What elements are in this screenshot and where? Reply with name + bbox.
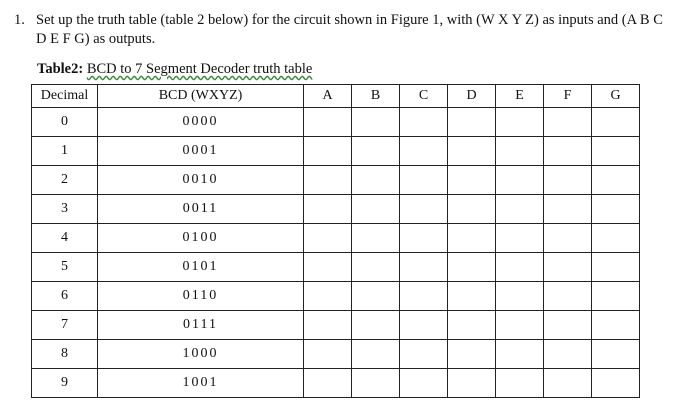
bcd-cell xyxy=(98,224,304,253)
output-cell-e xyxy=(496,166,544,195)
output-cell-g xyxy=(592,253,640,282)
output-cell-a xyxy=(304,253,352,282)
output-cell-c xyxy=(400,311,448,340)
output-cell-g xyxy=(592,369,640,398)
bcd-cell xyxy=(98,340,304,369)
bcd-cell xyxy=(98,166,304,195)
output-cell-a xyxy=(304,166,352,195)
output-cell-b xyxy=(352,166,400,195)
table-row xyxy=(32,369,640,398)
output-cell-a xyxy=(304,369,352,398)
output-cell-d xyxy=(448,108,496,137)
bcd-cell xyxy=(98,137,304,166)
bcd-value: 1001 xyxy=(182,375,219,390)
output-cell-b xyxy=(352,369,400,398)
truth-table-body xyxy=(32,108,640,398)
bcd-cell xyxy=(98,369,304,398)
output-cell-a xyxy=(304,224,352,253)
table-row xyxy=(32,108,640,137)
output-cell-b xyxy=(352,253,400,282)
output-cell-b xyxy=(352,224,400,253)
output-cell-f xyxy=(544,195,592,224)
output-cell-f xyxy=(544,166,592,195)
decimal-cell: 9 xyxy=(32,369,98,398)
output-cell-c xyxy=(400,195,448,224)
header-c: C xyxy=(400,85,448,108)
bcd-cell xyxy=(98,108,304,137)
output-cell-g xyxy=(592,137,640,166)
truth-table xyxy=(31,84,640,398)
bcd-value: 0000 xyxy=(182,114,219,129)
table-row xyxy=(32,340,640,369)
output-cell-d xyxy=(448,369,496,398)
output-cell-d xyxy=(448,311,496,340)
output-cell-a xyxy=(304,195,352,224)
table-caption xyxy=(37,60,312,78)
bcd-cell xyxy=(98,195,304,224)
output-cell-f xyxy=(544,253,592,282)
question-text: Set up the truth table (table 2 below) for the circuit shown in Figure 1, with (W X Y Z) as inputs and (A B C D E F G) as outputs. xyxy=(36,12,663,47)
table-row xyxy=(32,195,640,224)
output-cell-a xyxy=(304,108,352,137)
decimal-cell: 1 xyxy=(32,137,98,166)
output-cell-f xyxy=(544,282,592,311)
question-block xyxy=(14,11,674,49)
output-cell-g xyxy=(592,311,640,340)
output-cell-f xyxy=(544,340,592,369)
output-cell-b xyxy=(352,195,400,224)
header-bcd: BCD (WXYZ) xyxy=(98,85,304,108)
bcd-cell xyxy=(98,253,304,282)
header-e: E xyxy=(496,85,544,108)
output-cell-g xyxy=(592,340,640,369)
output-cell-c xyxy=(400,369,448,398)
bcd-value: 0111 xyxy=(183,317,218,332)
bcd-cell xyxy=(98,282,304,311)
bcd-value: 0011 xyxy=(182,201,219,216)
decimal-cell: 6 xyxy=(32,282,98,311)
output-cell-a xyxy=(304,282,352,311)
output-cell-a xyxy=(304,340,352,369)
output-cell-b xyxy=(352,311,400,340)
decimal-cell: 8 xyxy=(32,340,98,369)
output-cell-b xyxy=(352,340,400,369)
header-f: F xyxy=(544,85,592,108)
output-cell-e xyxy=(496,195,544,224)
output-cell-f xyxy=(544,137,592,166)
output-cell-c xyxy=(400,137,448,166)
output-cell-e xyxy=(496,282,544,311)
table-row xyxy=(32,166,640,195)
decimal-cell: 0 xyxy=(32,108,98,137)
table-row xyxy=(32,311,640,340)
output-cell-c xyxy=(400,253,448,282)
output-cell-c xyxy=(400,224,448,253)
output-cell-b xyxy=(352,282,400,311)
output-cell-d xyxy=(448,340,496,369)
decimal-cell: 5 xyxy=(32,253,98,282)
output-cell-c xyxy=(400,282,448,311)
header-g: G xyxy=(592,85,640,108)
output-cell-g xyxy=(592,195,640,224)
bcd-value: 0010 xyxy=(182,172,219,187)
bcd-value: 0101 xyxy=(182,259,219,274)
bcd-value: 0100 xyxy=(182,230,219,245)
output-cell-d xyxy=(448,166,496,195)
decimal-cell: 3 xyxy=(32,195,98,224)
header-decimal: Decimal xyxy=(32,85,98,108)
output-cell-f xyxy=(544,311,592,340)
table-caption-label: Table2: xyxy=(37,61,84,77)
output-cell-e xyxy=(496,108,544,137)
header-a: A xyxy=(304,85,352,108)
output-cell-d xyxy=(448,224,496,253)
table-row xyxy=(32,137,640,166)
output-cell-b xyxy=(352,108,400,137)
output-cell-e xyxy=(496,253,544,282)
table-caption-title: BCD to 7 Segment Decoder truth table xyxy=(86,61,313,77)
table-row xyxy=(32,282,640,311)
decimal-cell: 2 xyxy=(32,166,98,195)
output-cell-d xyxy=(448,195,496,224)
output-cell-d xyxy=(448,253,496,282)
header-b: B xyxy=(352,85,400,108)
output-cell-a xyxy=(304,311,352,340)
output-cell-f xyxy=(544,369,592,398)
bcd-value: 1000 xyxy=(182,346,219,361)
bcd-value: 0001 xyxy=(182,143,219,158)
decimal-cell: 7 xyxy=(32,311,98,340)
output-cell-d xyxy=(448,137,496,166)
bcd-cell xyxy=(98,311,304,340)
header-d: D xyxy=(448,85,496,108)
decimal-cell: 4 xyxy=(32,224,98,253)
bcd-value: 0110 xyxy=(182,288,219,303)
table-row xyxy=(32,253,640,282)
output-cell-e xyxy=(496,340,544,369)
output-cell-e xyxy=(496,137,544,166)
output-cell-g xyxy=(592,166,640,195)
output-cell-a xyxy=(304,137,352,166)
output-cell-g xyxy=(592,282,640,311)
output-cell-e xyxy=(496,224,544,253)
output-cell-f xyxy=(544,108,592,137)
output-cell-c xyxy=(400,166,448,195)
output-cell-f xyxy=(544,224,592,253)
output-cell-e xyxy=(496,369,544,398)
output-cell-g xyxy=(592,108,640,137)
output-cell-c xyxy=(400,340,448,369)
output-cell-b xyxy=(352,137,400,166)
output-cell-e xyxy=(496,311,544,340)
table-header-row xyxy=(32,85,640,108)
output-cell-g xyxy=(592,224,640,253)
output-cell-c xyxy=(400,108,448,137)
output-cell-d xyxy=(448,282,496,311)
table-row xyxy=(32,224,640,253)
question-number: 1. xyxy=(14,12,25,28)
